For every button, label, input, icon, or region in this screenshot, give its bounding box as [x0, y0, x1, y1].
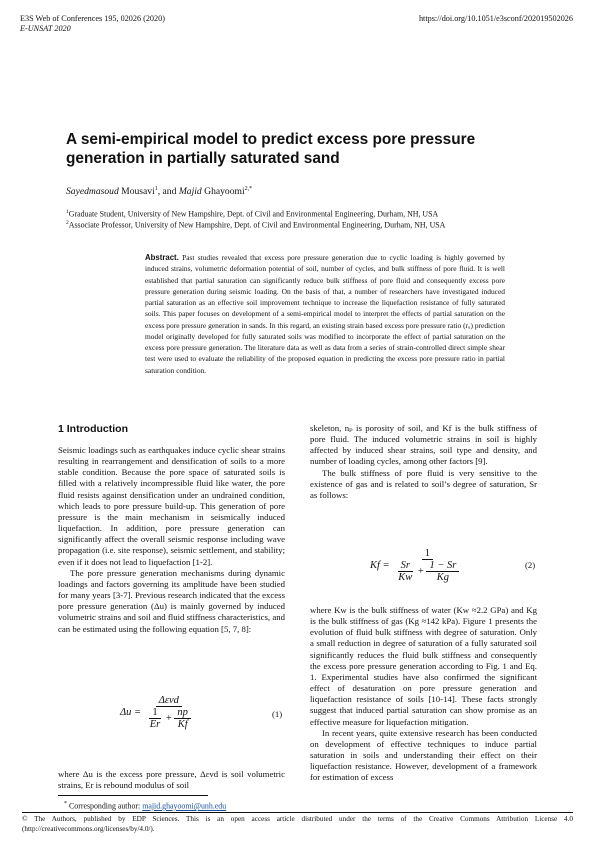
conference-name: E-UNSAT 2020 [20, 24, 71, 33]
intro-paragraph-2: The pore pressure generation mechanisms during dynamic loadings and factors governing its amplitude have been studied for many years [3-7]. Previous research indicated that the excess pore pressure generation (Δu) is mainly governed by induced volumetric strains and soil and fluid stiffness characteristics, and can be estimated using the following equation [5, 7, 8]: [58, 567, 285, 634]
left-column-tail [58, 769, 285, 791]
affiliation-1: $^1$Graduate Student, University of New Hampshire, Dept. of Civil and Environmental Engineering, Durham, NH, USA [66, 209, 439, 219]
section-heading-introduction: 1 Introduction [58, 423, 128, 435]
author2-given: Majid [178, 186, 202, 198]
license-text: © The Authors, published by EDP Sciences. This is an open access article distributed under the terms of the Creative Commons Attribution License 4.0 (http://creativecommons.org/licenses/by/4.0/). [22, 815, 573, 833]
right-paragraph-3: where Kw is the bulk stiffness of water (Kw ≈2.2 GPa) and Kg is the bulk stiffness of gas (Kg ≈142 kPa). Figure 1 presents the evolution of fluid bulk stiffness with degree of saturation. Only a small reduction in degree of saturation of a fully saturated soil significantly reduces the fluid bulk stiffness and consequently the excess pore pressure generation according to Fig. 1 and Eq. 1. Experimental studies have also confirmed the significant effect of desaturation on pore pressure generation and liquefaction resistance of soils [10-14]. These facts strongly suggest that induced partial saturation can show promise as an effective measure for liquefaction mitigation. [310, 605, 537, 727]
intro-paragraph-3: where Δu is the excess pore pressure, Δεvd is soil volumetric strains, Er is rebound modulus of soil [58, 769, 285, 791]
author2-sup: 2,* [244, 186, 253, 192]
author2-family: Ghayoomi [204, 186, 245, 198]
journal-ref: E3S Web of Conferences 195, 02026 (2020) [20, 14, 165, 23]
author1-given: Sayedmasoud [66, 186, 119, 198]
footnote-rule [58, 795, 208, 796]
author1-family: Mousavi [121, 186, 155, 198]
abstract [145, 252, 505, 376]
equation-2-number: (2) [525, 560, 536, 570]
intro-paragraph-1: Seismic loadings such as earthquakes induce cyclic shear strains resulting in rearrangement and densification of soils to a more stable condition. Because the pore space of saturated soils is filled with a relatively incompressible fluid like water, the pore fluid resists against densification under an undrained condition, which leads to pore pressure build-up. This generation of pore pressure is the main mechanism in seismically induced liquefaction. In addition, pore pressure generation can significantly affect the overall seismic response including wave propagation (i.e. site response), seismic settlement, and stability; even if it does not lead to liquefaction [1-2]. [58, 445, 285, 567]
license-rule [22, 812, 573, 813]
right-column-tail [310, 605, 537, 784]
affiliation-2: $^2$Associate Professor, University of New Hampshire, Dept. of Civil and Environmental Engineering, Durham, NH, USA [66, 220, 446, 230]
corresponding-email-link[interactable]: majid.ghayoomi@unh.edu [142, 801, 227, 811]
equation-1-number: (1) [272, 709, 283, 719]
author-and: , and [157, 186, 177, 198]
author1-sup: 1 [154, 186, 158, 192]
author-list [66, 186, 252, 197]
left-column [58, 445, 285, 635]
paper-title: A semi-empirical model to predict excess pore pressure generation in partially saturated sand [66, 131, 476, 167]
right-paragraph-1: skeleton, nₚ is porosity of soil, and Kf is the bulk stiffness of pore fluid. The induced volumetric strains in soil is highly affected by induced shear strains, soil type and density, and number of loading cycles, among other factors [9]. [310, 423, 537, 467]
doi-link[interactable]: https://doi.org/10.1051/e3sconf/202019502026 [418, 14, 573, 23]
right-column [310, 423, 537, 501]
equation-1: Δu = Δεvd $\frac{1}{Er}$ + $\frac{np}{Kf}$ [120, 695, 194, 730]
abstract-label: Abstract. [145, 253, 179, 262]
right-paragraph-4: In recent years, quite extensive research has been conducted on development of effective techniques to induce partial saturation in soils and understanding their effect on their liquefaction resistance. However, development of a framework for estimation of excess [310, 727, 537, 783]
abstract-text: Past studies revealed that excess pore pressure generation due to cyclic loading is highly governed by induced strains, volumetric deformation potential of soil, number of cycles, and bulk stiffness of pore fluid. It is well established that partial saturation can significantly reduce bulk stiffness of pore fluid and consequently excess pore pressure generation during seismic loading. On the basis of that, a number of researchers have investigated induced partial saturation as an effective soil improvement technique to increase the liquefaction resistance of fully saturated soils. This paper focuses on development of a semi-empirical model to interpret the effects of partial saturation on the excess pore pressure generation in sands. In this regard, an existing strain based excess pore pressure ratio (rᵤ) prediction model originally developed for fully saturated soils was modified to incorporate the effect of partial saturation on the excess pore pressure generation. The literature data as well as data from a series of strain-controlled direct simple shear test were used to evaluate the reliability of the proposed equation in predicting the excess pore pressure ratio in partial saturation condition. [145, 253, 506, 375]
right-paragraph-2: The bulk stiffness of pore fluid is very sensitive to the existence of gas and is related to soil’s degree of saturation, Sr as follows: [310, 467, 537, 500]
equation-2: Kf = 1 $\frac{Sr}{Kw}$ + $\frac{1 - Sr}{Kg}$ [370, 548, 462, 583]
footnote: * Corresponding author: majid.ghayoomi@unh.edu [64, 801, 227, 811]
